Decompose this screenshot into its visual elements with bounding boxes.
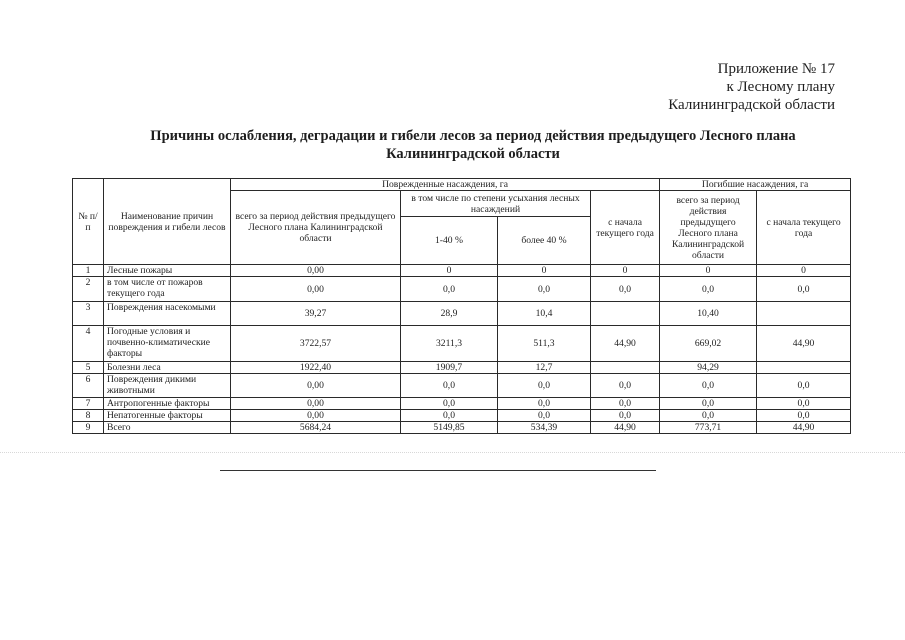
header-damaged-current: с начала текущего года	[591, 191, 660, 265]
damaged-current	[591, 302, 660, 326]
degree-1-40: 28,9	[401, 302, 498, 326]
dead-total: 0	[660, 265, 757, 277]
damaged-total: 0,00	[231, 398, 401, 410]
damaged-total: 0,00	[231, 374, 401, 398]
dead-total: 0,0	[660, 374, 757, 398]
damaged-total: 3722,57	[231, 326, 401, 362]
separator-line	[220, 470, 656, 471]
row-name: Всего	[104, 422, 231, 434]
damaged-current: 44,90	[591, 422, 660, 434]
dead-total: 10,40	[660, 302, 757, 326]
row-name: Повреждения дикими животными	[104, 374, 231, 398]
degree-over-40: 534,39	[498, 422, 591, 434]
damaged-current	[591, 362, 660, 374]
appendix-header	[615, 60, 835, 114]
row-name: Лесные пожары	[104, 265, 231, 277]
header-dead-group: Погибшие насаждения, га	[660, 179, 851, 191]
row-name: в том числе от пожаров текущего года	[104, 277, 231, 302]
table-row	[73, 302, 851, 326]
row-number: 8	[73, 410, 104, 422]
header-num: № п/п	[73, 179, 104, 265]
degree-1-40: 0	[401, 265, 498, 277]
damaged-total: 0,00	[231, 410, 401, 422]
row-number: 9	[73, 422, 104, 434]
degree-1-40: 0,0	[401, 277, 498, 302]
degree-1-40: 1909,7	[401, 362, 498, 374]
header-degree-1-40: 1-40 %	[401, 217, 498, 265]
table-row	[73, 362, 851, 374]
damaged-total: 1922,40	[231, 362, 401, 374]
table-row	[73, 398, 851, 410]
damaged-total: 0,00	[231, 265, 401, 277]
appendix-number: Приложение № 17	[717, 61, 835, 77]
degree-over-40: 0	[498, 265, 591, 277]
degree-1-40: 5149,85	[401, 422, 498, 434]
degree-over-40: 10,4	[498, 302, 591, 326]
degree-1-40: 0,0	[401, 398, 498, 410]
damaged-current: 0,0	[591, 374, 660, 398]
forest-damage-table	[72, 178, 851, 434]
degree-1-40: 0,0	[401, 410, 498, 422]
row-name: Повреждения насекомыми	[104, 302, 231, 326]
damaged-total: 5684,24	[231, 422, 401, 434]
header-degree-over-40: более 40 %	[498, 217, 591, 265]
damaged-current: 0,0	[591, 277, 660, 302]
degree-1-40: 3211,3	[401, 326, 498, 362]
degree-1-40: 0,0	[401, 374, 498, 398]
dead-current	[757, 362, 851, 374]
table-row	[73, 326, 851, 362]
table-body	[73, 265, 851, 434]
header-dead-total: всего за период действия предыдущего Лесного плана Калининградской области	[660, 191, 757, 265]
damaged-current: 0,0	[591, 410, 660, 422]
damaged-total: 0,00	[231, 277, 401, 302]
table-row	[73, 410, 851, 422]
row-number: 6	[73, 374, 104, 398]
title-line-1: Причины ослабления, деградации и гибели лесов за период действия предыдущего Лесного плана	[150, 128, 796, 144]
dead-total: 0,0	[660, 410, 757, 422]
dead-current: 44,90	[757, 422, 851, 434]
dead-total: 94,29	[660, 362, 757, 374]
appendix-region: Калининградской области	[668, 97, 835, 113]
scan-dotted-line	[0, 452, 905, 453]
dead-current: 0,0	[757, 410, 851, 422]
appendix-plan: к Лесному плану	[726, 79, 835, 95]
table-row	[73, 422, 851, 434]
dead-total: 773,71	[660, 422, 757, 434]
row-name: Непатогенные факторы	[104, 410, 231, 422]
row-name: Погодные условия и почвенно-климатические факторы	[104, 326, 231, 362]
table-row	[73, 277, 851, 302]
row-number: 1	[73, 265, 104, 277]
document-title	[100, 127, 846, 163]
row-number: 4	[73, 326, 104, 362]
degree-over-40: 0,0	[498, 410, 591, 422]
table-row	[73, 265, 851, 277]
degree-over-40: 12,7	[498, 362, 591, 374]
degree-over-40: 0,0	[498, 374, 591, 398]
title-line-2: Калининградской области	[386, 146, 560, 162]
damaged-current: 44,90	[591, 326, 660, 362]
row-number: 3	[73, 302, 104, 326]
dead-current: 0,0	[757, 277, 851, 302]
damaged-current: 0,0	[591, 398, 660, 410]
header-damaged-group: Поврежденные насаждения, га	[231, 179, 660, 191]
header-damaged-total: всего за период действия предыдущего Лесного плана Калининградской области	[231, 191, 401, 265]
header-name: Наименование причин повреждения и гибели лесов	[104, 179, 231, 265]
dead-current: 0	[757, 265, 851, 277]
row-name: Болезни леса	[104, 362, 231, 374]
dead-current: 0,0	[757, 374, 851, 398]
dead-current: 0,0	[757, 398, 851, 410]
dead-current	[757, 302, 851, 326]
dead-total: 669,02	[660, 326, 757, 362]
dead-total: 0,0	[660, 277, 757, 302]
table-row	[73, 374, 851, 398]
degree-over-40: 0,0	[498, 398, 591, 410]
dead-total: 0,0	[660, 398, 757, 410]
row-number: 5	[73, 362, 104, 374]
dead-current: 44,90	[757, 326, 851, 362]
row-number: 7	[73, 398, 104, 410]
row-name: Антропогенные факторы	[104, 398, 231, 410]
header-dead-current: с начала текущего года	[757, 191, 851, 265]
damaged-total: 39,27	[231, 302, 401, 326]
degree-over-40: 0,0	[498, 277, 591, 302]
header-damaged-degree: в том числе по степени усыхания лесных насаждений	[401, 191, 591, 217]
degree-over-40: 511,3	[498, 326, 591, 362]
row-number: 2	[73, 277, 104, 302]
damaged-current: 0	[591, 265, 660, 277]
